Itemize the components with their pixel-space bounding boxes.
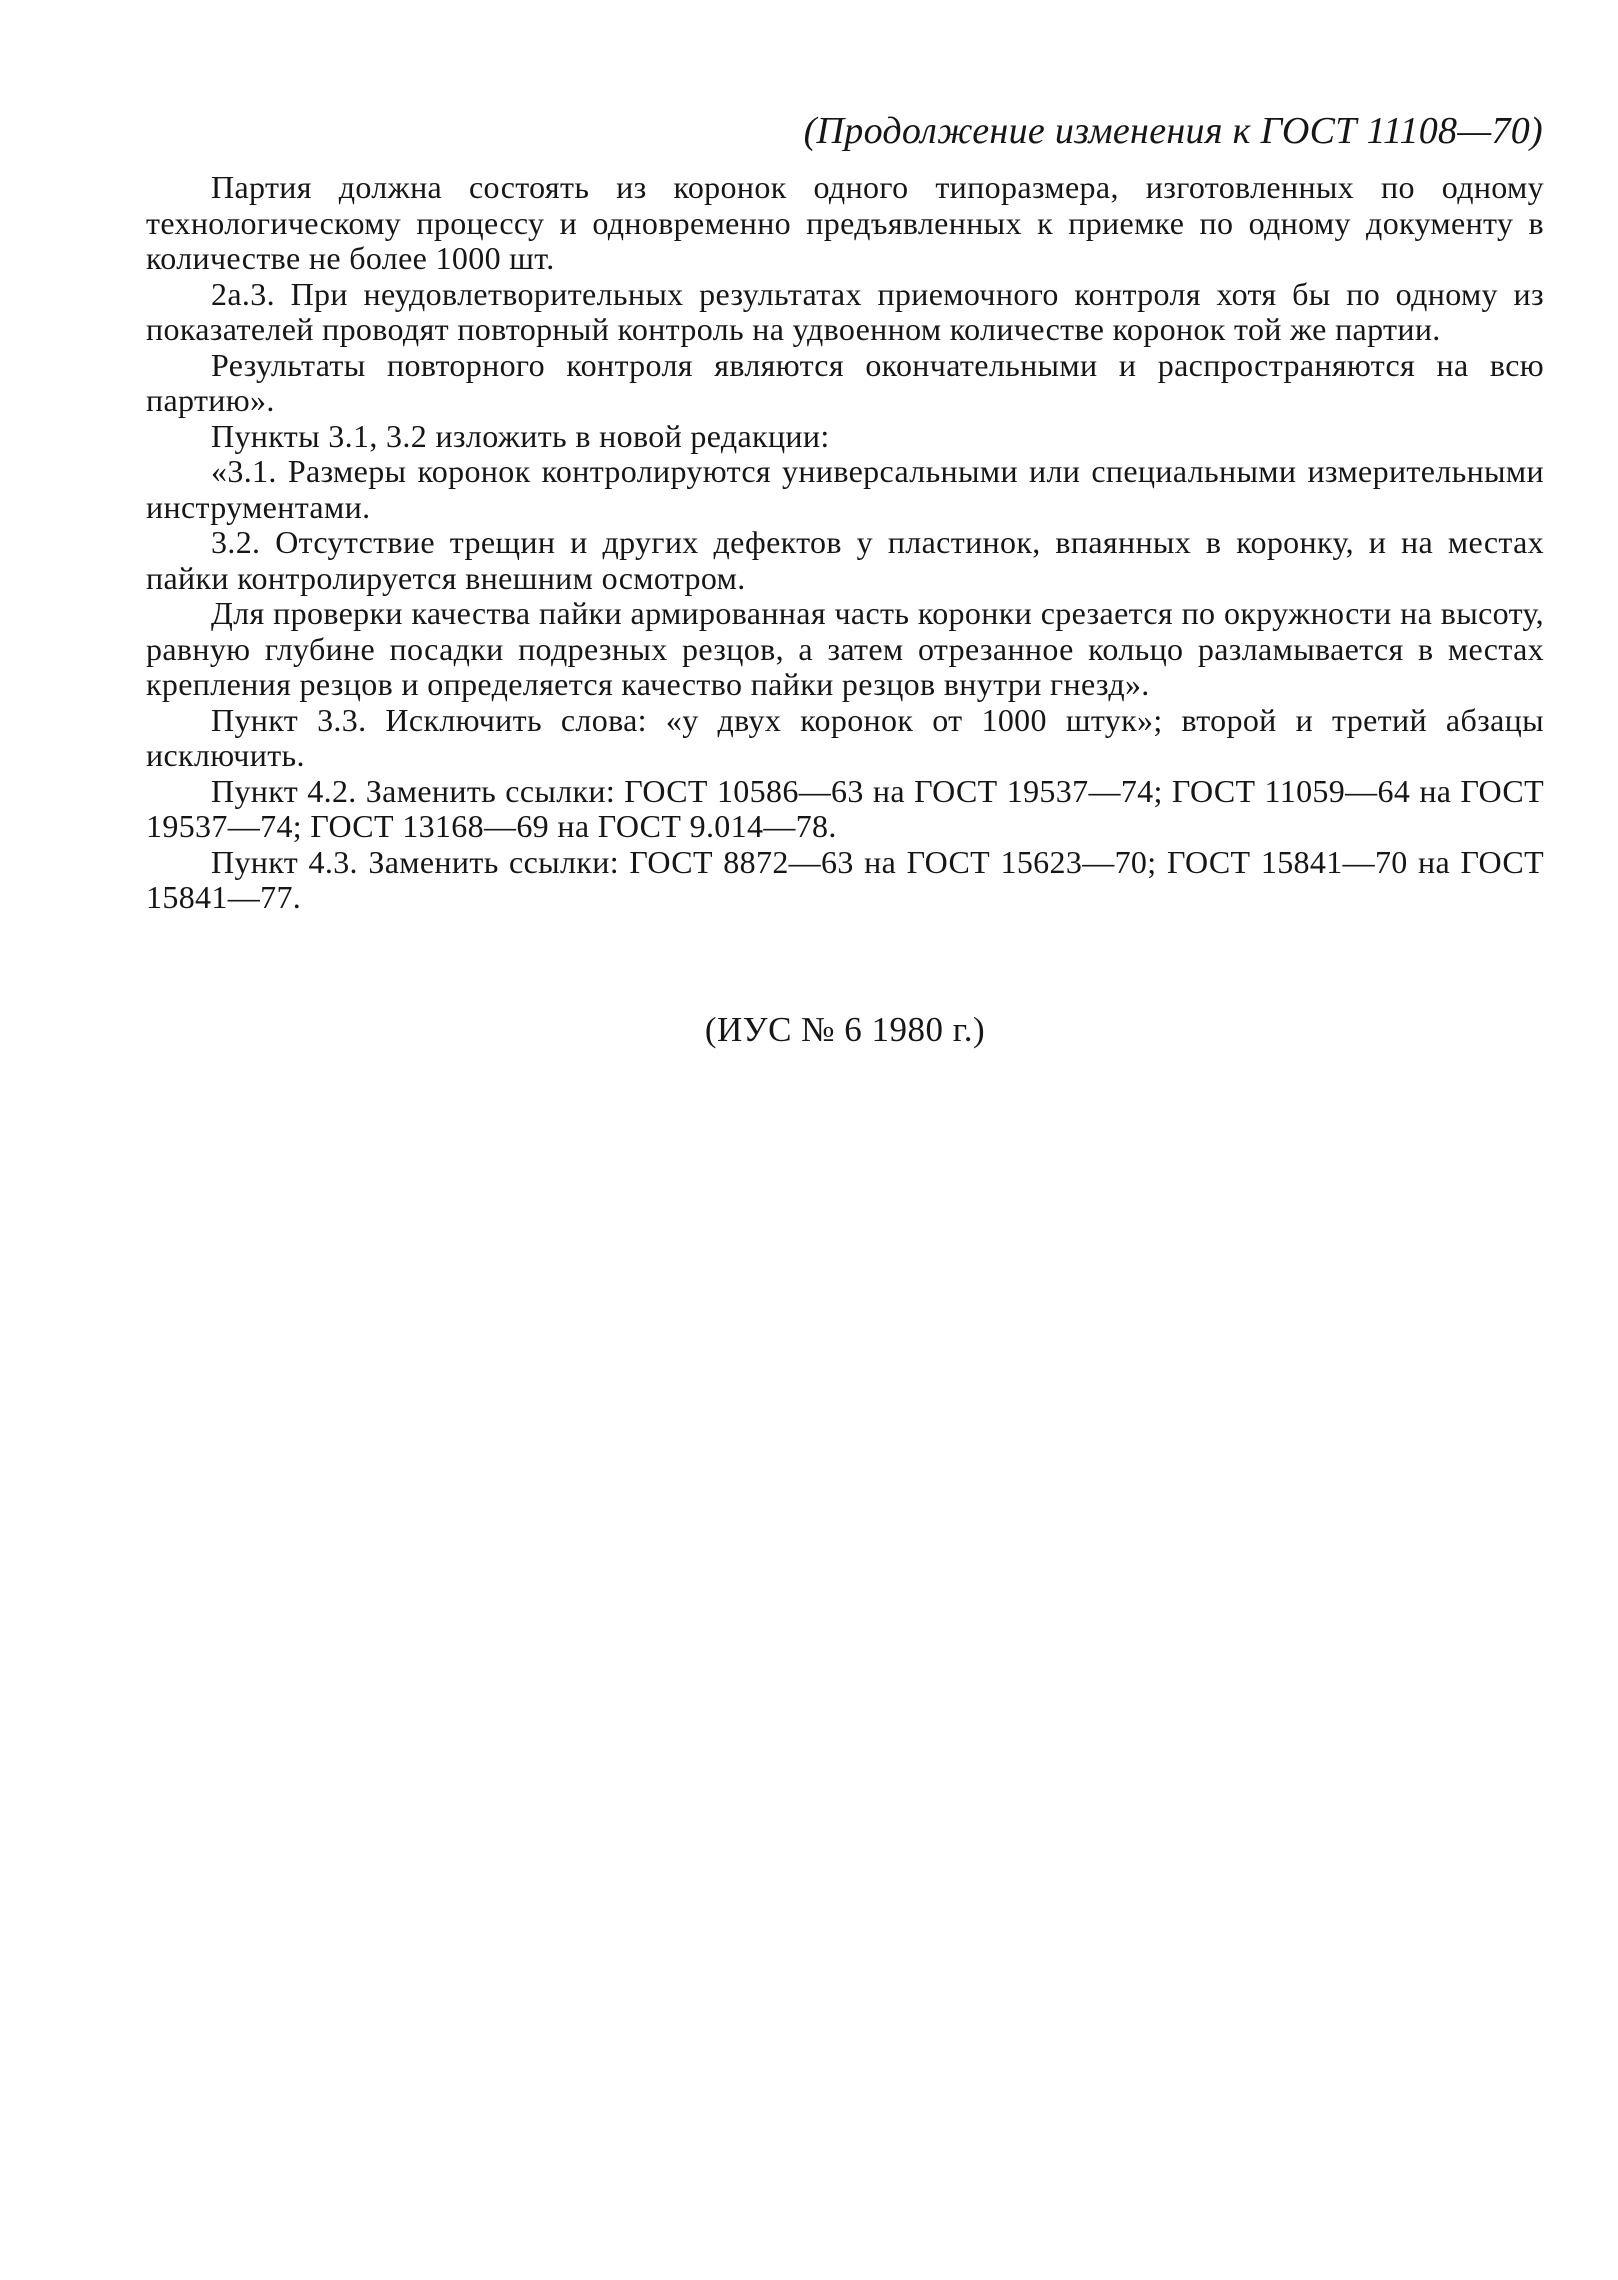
paragraph-2a3: 2а.3. При неудовлетворительных результатах приемочного контроля хотя бы по одному из показателей проводят повторный контроль на удвоенном количестве коронок той же партии. xyxy=(146,275,1544,347)
paragraph-batch-composition: Партия должна состоять из коронок одного типоразмера, изготовленных по одному технологическому процессу и одновременно предъявленных к приемке по одному документу в количестве не более 1000 шт. xyxy=(146,169,1544,276)
page-header: (Продолжение изменения к ГОСТ 11108—70) xyxy=(803,110,1543,152)
paragraph-solder-check: Для проверки качества пайки армированная часть коронки срезается по окружности на высоту, равную глубине посадки подрезных резцов, а затем отрезанное кольцо разламывается в местах крепления резцов и определяется качество пайки резцов внутри гнезд». xyxy=(146,595,1544,702)
paragraph-3-2: 3.2. Отсутствие трещин и других дефектов у пластинок, впаянных в коронку, и на местах пайки контролируется внешним осмотром. xyxy=(146,524,1544,596)
paragraph-4-3: Пункт 4.3. Заменить ссылки: ГОСТ 8872—63 на ГОСТ 15623—70; ГОСТ 15841—70 на ГОСТ 15841—77. xyxy=(146,843,1544,915)
paragraph-4-2: Пункт 4.2. Заменить ссылки: ГОСТ 10586—63 на ГОСТ 19537—74; ГОСТ 11059—64 на ГОСТ 19537—74; ГОСТ 13168—69 на ГОСТ 9.014—78. xyxy=(146,772,1544,844)
paragraph-3-1: «3.1. Размеры коронок контролируются универсальными или специальными измерительными инструментами. xyxy=(146,453,1544,525)
source-reference: (ИУС № 6 1980 г.) xyxy=(704,1010,986,1049)
paragraph-repeat-results: Результаты повторного контроля являются окончательными и распространяются на всю партию». xyxy=(146,346,1544,418)
document-body xyxy=(146,170,1544,916)
paragraph-items-3-1-3-2: Пункты 3.1, 3.2 изложить в новой редакции: xyxy=(211,417,830,454)
paragraph-3-3: Пункт 3.3. Исключить слова: «у двух коронок от 1000 штук»; второй и третий абзацы исключить. xyxy=(146,701,1544,773)
